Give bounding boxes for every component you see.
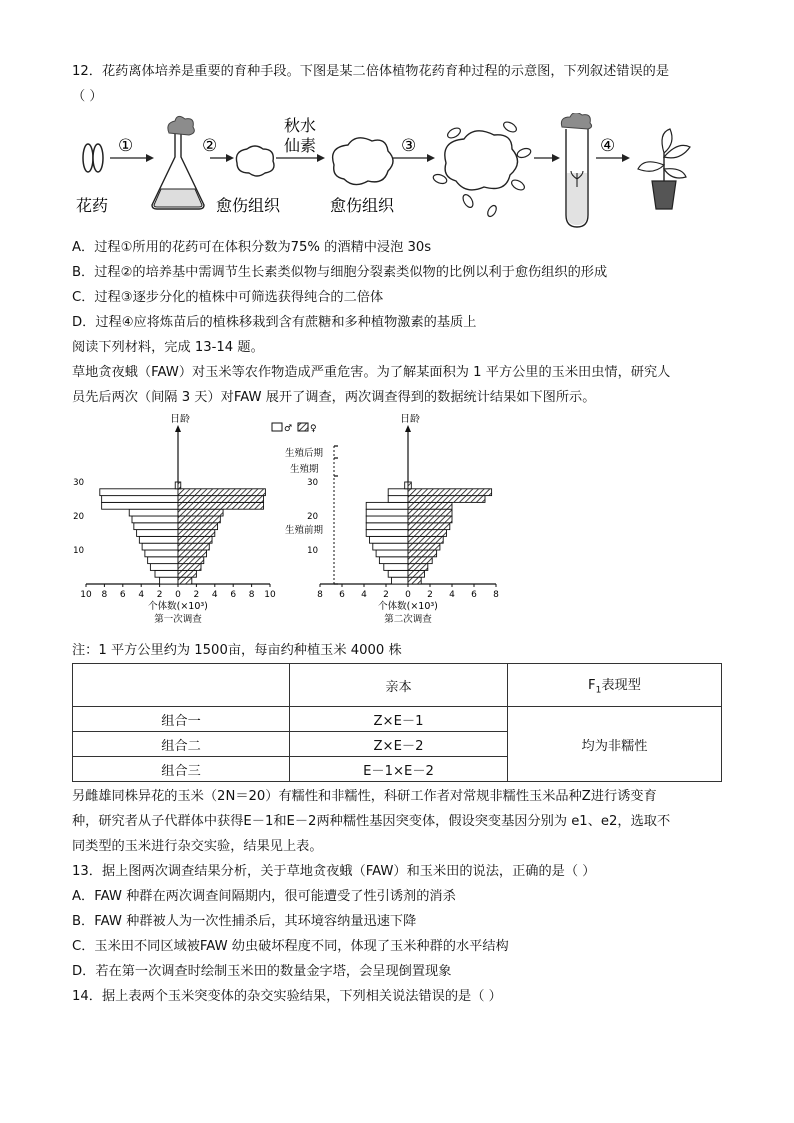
bar-female <box>178 482 181 489</box>
first-survey-pyramid <box>73 414 276 625</box>
callus-label-1: 愈伤组织 <box>216 196 281 215</box>
bar-female <box>178 530 215 537</box>
q12-option-a: A．过程①所用的花药可在体积分数为75% 的酒精中浸泡 30s <box>72 240 432 255</box>
q13-option-b: B．FAW 种群被人为一次性捕杀后，其环境容纳量迅速下降 <box>72 914 417 929</box>
bar-female <box>408 543 440 550</box>
x-tick-label: 0 <box>405 590 411 600</box>
bar-male <box>366 523 408 530</box>
bar-female <box>178 502 264 509</box>
bar-male <box>102 502 178 509</box>
bar-female <box>178 496 264 503</box>
bar-male <box>102 496 178 503</box>
corn-paragraph-line-3: 同类型的玉米进行杂交实验，结果见上表。 <box>72 839 323 854</box>
bar-female <box>408 577 421 584</box>
bar-male <box>137 530 178 537</box>
differentiating-callus-icon <box>432 120 532 218</box>
row-parents: Z×E－2 <box>290 732 508 757</box>
chart-title: 第二次调查 <box>384 614 432 625</box>
chart-title: 第一次调查 <box>154 614 202 625</box>
q13-option-a: A．FAW 种群在两次调查间隔期内，很可能遭受了性引诱剂的消杀 <box>72 889 456 904</box>
bar-male <box>376 550 408 557</box>
faw-paragraph-line-2: 员先后两次（间隔 3 天）对FAW 展开了调查，两次调查得到的数据统计结果如下图所示。 <box>72 390 596 405</box>
x-tick-label: 10 <box>80 590 92 600</box>
bar-female <box>178 509 223 516</box>
reading-intro: 阅读下列材料，完成 13-14 题。 <box>72 340 264 355</box>
bar-female <box>408 516 452 523</box>
table-header-blank <box>73 664 290 707</box>
bar-female <box>408 564 428 571</box>
bar-male <box>405 482 408 489</box>
step-3-label: ③ <box>401 136 417 156</box>
row-name: 组合一 <box>73 707 290 732</box>
bar-male <box>388 489 408 496</box>
bar-female <box>178 557 204 564</box>
q12-option-b: B．过程②的培养基中需调节生长素类似物与细胞分裂素类似物的比例以利于愈伤组织的形成 <box>72 265 608 280</box>
bar-male <box>150 564 178 571</box>
bar-female <box>178 516 220 523</box>
stage-reproductive: 生殖期 <box>290 464 319 475</box>
test-tube-icon <box>561 113 591 227</box>
bar-male <box>388 570 408 577</box>
bar-female <box>178 543 209 550</box>
x-tick-label: 6 <box>471 590 477 600</box>
faw-paragraph-line-1: 草地贪夜蛾（FAW）对玉米等农作物造成严重危害。为了解某面积为 1 平方公里的玉米田虫情，研究人 <box>72 365 671 380</box>
y-tick-label: 20 <box>73 512 84 522</box>
row-parents: Z×E－1 <box>290 707 508 732</box>
corn-paragraph-line-1: 另雌雄同株异花的玉米（2N＝20）有糯性和非糯性，科研工作者对常规非糯性玉米品种Z进行诱变育 <box>72 789 657 804</box>
bar-male <box>366 530 408 537</box>
bar-male <box>132 516 178 523</box>
bar-male <box>160 577 178 584</box>
stage-pre-reproductive: 生殖前期 <box>285 525 324 536</box>
bar-male <box>366 516 408 523</box>
table-header-parents: 亲本 <box>290 664 508 707</box>
y-axis-arrow <box>405 425 411 432</box>
step-2-label: ② <box>202 136 218 156</box>
row-name: 组合三 <box>73 757 290 782</box>
bar-male <box>388 496 408 503</box>
bar-male <box>384 564 408 571</box>
q13-option-c: C．玉米田不同区域被FAW 幼虫破坏程度不同，体现了玉米种群的水平结构 <box>72 939 509 954</box>
f1-phenotype-cell: 均为非糯性 <box>508 707 722 782</box>
bar-female <box>408 482 411 489</box>
y-tick-label: 30 <box>73 478 84 488</box>
callus-large-icon <box>333 138 393 185</box>
q14-stem: 14．据上表两个玉米突变体的杂交实验结果，下列相关说法错误的是（ ） <box>72 989 502 1004</box>
y-tick-label: 10 <box>307 546 318 556</box>
legend-female-swatch <box>298 423 308 431</box>
y-axis-label: 日龄 <box>170 414 190 425</box>
x-tick-label: 6 <box>339 590 345 600</box>
bar-female <box>408 557 432 564</box>
bar-female <box>408 530 447 537</box>
bar-female <box>408 536 443 543</box>
bar-male <box>148 557 178 564</box>
colchicine-label-1: 秋水 <box>284 116 317 135</box>
callus-label-2: 愈伤组织 <box>330 196 395 215</box>
row-name: 组合二 <box>73 732 290 757</box>
bar-male <box>366 509 408 516</box>
survey-note: 注：1 平方公里约为 1500亩，每亩约种植玉米 4000 株 <box>72 643 402 658</box>
bar-male <box>134 523 178 530</box>
bar-female <box>408 496 485 503</box>
x-tick-label: 2 <box>383 590 389 600</box>
bar-female <box>408 502 452 509</box>
bar-male <box>129 509 178 516</box>
step-1-label: ① <box>118 136 134 156</box>
q12-option-c: C．过程③逐步分化的植株中可筛选获得纯合的二倍体 <box>72 290 384 305</box>
x-tick-label: 8 <box>317 590 323 600</box>
bar-female <box>178 489 265 496</box>
x-tick-label: 8 <box>101 590 108 600</box>
anther-icon <box>83 144 103 172</box>
bar-male <box>100 489 178 496</box>
x-tick-label: 4 <box>449 590 455 600</box>
bar-male <box>155 570 178 577</box>
bar-male <box>373 543 408 550</box>
anther-culture-diagram <box>72 113 732 228</box>
bar-female <box>408 550 437 557</box>
bar-male <box>370 536 409 543</box>
potted-plant-icon <box>638 129 690 209</box>
x-tick-label: 8 <box>493 590 499 600</box>
bar-female <box>408 570 425 577</box>
bar-male <box>145 550 178 557</box>
corn-paragraph-line-2: 种，研究者从子代群体中获得E－1和E－2两种糯性基因突变体，假设突变基因分别为 e1、e2，选取不 <box>72 814 671 829</box>
x-tick-label: 6 <box>230 590 237 600</box>
bar-female <box>178 570 196 577</box>
table-header-f1-phenotype: $F_1$表现型 <box>508 664 722 707</box>
y-tick-label: 20 <box>307 512 318 522</box>
bar-male <box>139 536 178 543</box>
bar-female <box>178 523 218 530</box>
faw-age-pyramids <box>72 414 512 634</box>
bar-male <box>366 502 408 509</box>
table-row <box>73 707 722 732</box>
x-tick-label: 10 <box>264 590 276 600</box>
x-tick-label: 8 <box>248 590 255 600</box>
bar-female <box>408 523 450 530</box>
bar-female <box>408 509 452 516</box>
y-axis-label: 日龄 <box>400 414 420 425</box>
y-tick-label: 30 <box>307 478 318 488</box>
x-tick-label: 2 <box>156 590 163 600</box>
x-tick-label: 6 <box>119 590 126 600</box>
q13-stem: 13．据上图两次调查结果分析，关于草地贪夜蛾（FAW）和玉米田的说法，正确的是（ ） <box>72 864 596 879</box>
stage-post-reproductive: 生殖后期 <box>285 448 324 459</box>
x-tick-label: 4 <box>138 590 145 600</box>
bar-female <box>408 489 492 496</box>
callus-small-icon <box>236 146 274 176</box>
q12-option-d: D．过程④应将炼苗后的植株移栽到含有蔗糖和多种植物激素的基质上 <box>72 315 477 330</box>
bar-male <box>392 577 409 584</box>
x-axis-label: 个体数(×10³) <box>148 601 208 612</box>
row-parents: E－1×E－2 <box>290 757 508 782</box>
x-tick-label: 0 <box>175 590 181 600</box>
y-tick-label: 10 <box>73 546 84 556</box>
bar-female <box>178 550 207 557</box>
bar-female <box>178 577 192 584</box>
bar-female <box>178 536 212 543</box>
q12-stem: 12．花药离体培养是重要的育种手段。下图是某二倍体植物花药育种过程的示意图，下列叙述错误的是 <box>72 64 670 79</box>
bar-female <box>178 564 201 571</box>
colchicine-label-2: 仙素 <box>284 136 317 155</box>
bar-male <box>142 543 178 550</box>
x-tick-label: 4 <box>211 590 218 600</box>
bar-male <box>379 557 408 564</box>
legend-male-swatch <box>272 423 282 431</box>
anther-label: 花药 <box>76 196 109 215</box>
q12-answer-paren: （ ） <box>72 89 103 104</box>
x-tick-label: 4 <box>361 590 367 600</box>
step-4-label: ④ <box>600 136 616 156</box>
cross-results-table <box>72 663 722 782</box>
x-tick-label: 2 <box>427 590 433 600</box>
x-axis-label: 个体数(×10³) <box>378 601 438 612</box>
q13-option-d: D．若在第一次调查时绘制玉米田的数量金字塔，会呈现倒置现象 <box>72 964 452 979</box>
y-axis-arrow <box>175 425 181 432</box>
legend-female-label: ♀ <box>310 424 317 434</box>
legend-male-label: ♂ <box>284 424 293 434</box>
culture-flask-icon <box>152 116 204 209</box>
x-tick-label: 2 <box>193 590 200 600</box>
